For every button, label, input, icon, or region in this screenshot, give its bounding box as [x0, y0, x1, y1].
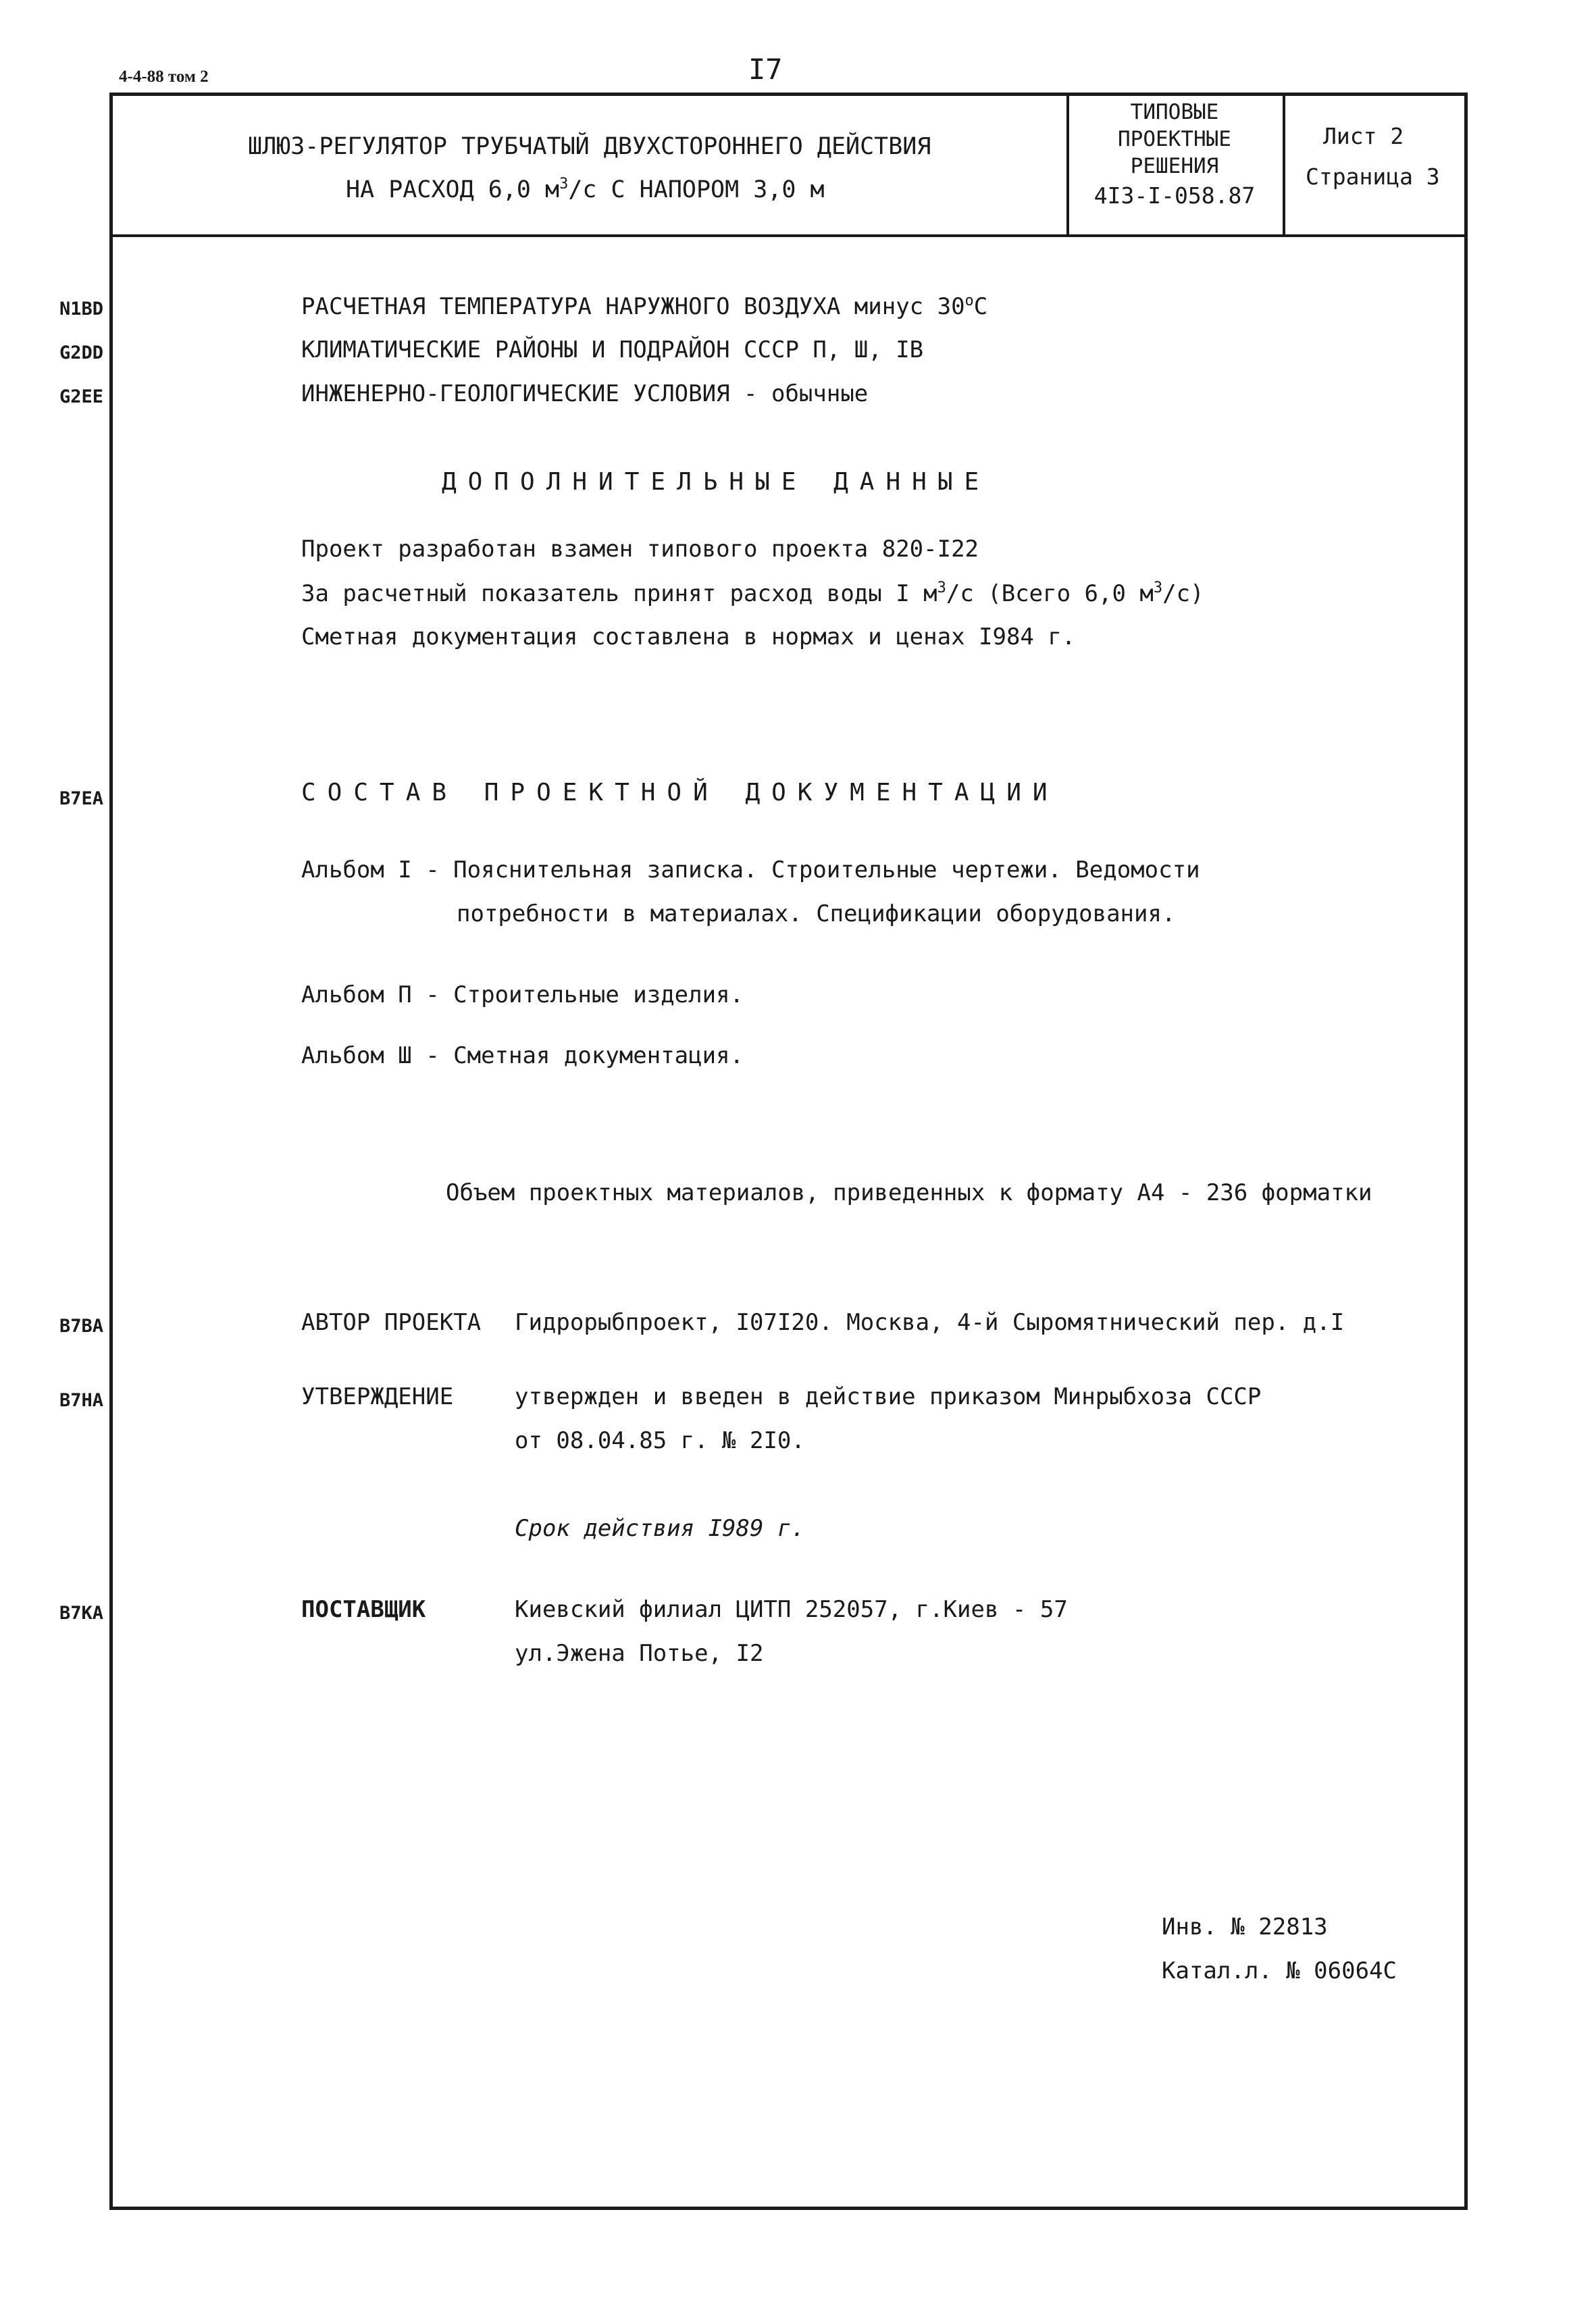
composition-code: B7EA — [59, 788, 104, 809]
param-code-g2ee: G2EE — [59, 386, 104, 407]
supplier-code: B7KA — [59, 1603, 104, 1624]
param-text-geology: ИНЖЕНЕРНО-ГЕОЛОГИЧЕСКИЕ УСЛОВИЯ - обычные — [301, 380, 869, 407]
page-label: Страница 3 — [1306, 163, 1440, 190]
supplier-line2: ул.Эжена Потье, I2 — [515, 1640, 764, 1667]
additional-line-estimate: Сметная документация составлена в нормах и ценах I984 г. — [301, 623, 1076, 650]
author-label: АВТОР ПРОЕКТА — [301, 1309, 482, 1336]
approval-label: УТВЕРЖДЕНИЕ — [301, 1383, 454, 1410]
typical-solutions-line3: РЕШЕНИЯ — [1130, 154, 1219, 178]
title-cell — [113, 96, 1069, 234]
param-text-climate: КЛИМАТИЧЕСКИЕ РАЙОНЫ И ПОДРАЙОН СССР П, Ш, IВ — [301, 336, 924, 363]
document-title-line2: НА РАСХОД 6,0 $м^3/с$ С НАПОРОМ 3,0 м — [346, 176, 825, 203]
page-number: I7 — [748, 53, 783, 86]
album-1-line1: Альбом I - Пояснительная записка. Строительные чертежи. Ведомости — [301, 856, 1200, 883]
approval-code: B7HA — [59, 1390, 104, 1411]
sheet-cell — [1285, 96, 1464, 234]
param-code-n1bd: N1BD — [59, 299, 104, 319]
inventory-number: Инв. № 22813 — [1162, 1913, 1328, 1940]
approval-line1: утвержден и введен в действие приказом Минрыбхоза СССР — [515, 1383, 1262, 1410]
param-code-g2dd: G2DD — [59, 342, 104, 363]
author-text: Гидрорыбпроект, I07I20. Москва, 4-й Сыромятнический пер. д.I — [515, 1309, 1345, 1336]
document-title-line1: ШЛЮЗ-РЕГУЛЯТОР ТРУБЧАТЫЙ ДВУХСТОРОННЕГО ДЕЙСТВИЯ — [248, 133, 931, 160]
document-frame — [109, 93, 1468, 2210]
album-2: Альбом П - Строительные изделия. — [301, 981, 744, 1008]
album-3: Альбом Ш - Сметная документация. — [301, 1042, 744, 1069]
validity-line: Срок действия I989 г. — [515, 1515, 805, 1542]
volume-line: Объем проектных материалов, приведенных к формату А4 - 236 форматки — [446, 1179, 1372, 1206]
page-reference: 4-4-88 том 2 — [119, 68, 209, 86]
supplier-line1: Киевский филиал ЦИТП 252057, г.Киев - 57 — [515, 1596, 1068, 1623]
album-1-line2: потребности в материалах. Спецификации оборудования. — [457, 900, 1176, 927]
sheet-number: Лист 2 — [1323, 123, 1404, 149]
supplier-label: ПОСТАВЩИК — [301, 1596, 426, 1623]
typical-solutions-code: 4I3-I-058.87 — [1093, 182, 1256, 209]
additional-data-heading: ДОПОЛНИТЕЛЬНЫЕ ДАННЫЕ — [442, 468, 991, 496]
additional-line-replaced: Проект разработан взамен типового проекта 820-I22 — [301, 536, 979, 563]
author-code: B7BA — [59, 1316, 104, 1337]
composition-heading: СОСТАВ ПРОЕКТНОЙ ДОКУМЕНТАЦИИ — [301, 779, 1059, 806]
typical-solutions-line1: ТИПОВЫЕ — [1130, 100, 1219, 124]
title-block — [113, 96, 1464, 237]
catalog-number: Катал.л. № 06064С — [1162, 1957, 1397, 1984]
param-text-temperature: РАСЧЕТНАЯ ТЕМПЕРАТУРА НАРУЖНОГО ВОЗДУХА минус $30^оС$ — [301, 292, 988, 320]
approval-line2: от 08.04.85 г. № 2I0. — [515, 1427, 805, 1454]
typical-solutions-cell — [1066, 96, 1285, 234]
typical-solutions-line2: ПРОЕКТНЫЕ — [1118, 127, 1231, 151]
additional-line-indicator: За расчетный показатель принят расход воды I $м^3/с$ (Всего 6,0 $м^3/с$) — [301, 580, 1204, 607]
